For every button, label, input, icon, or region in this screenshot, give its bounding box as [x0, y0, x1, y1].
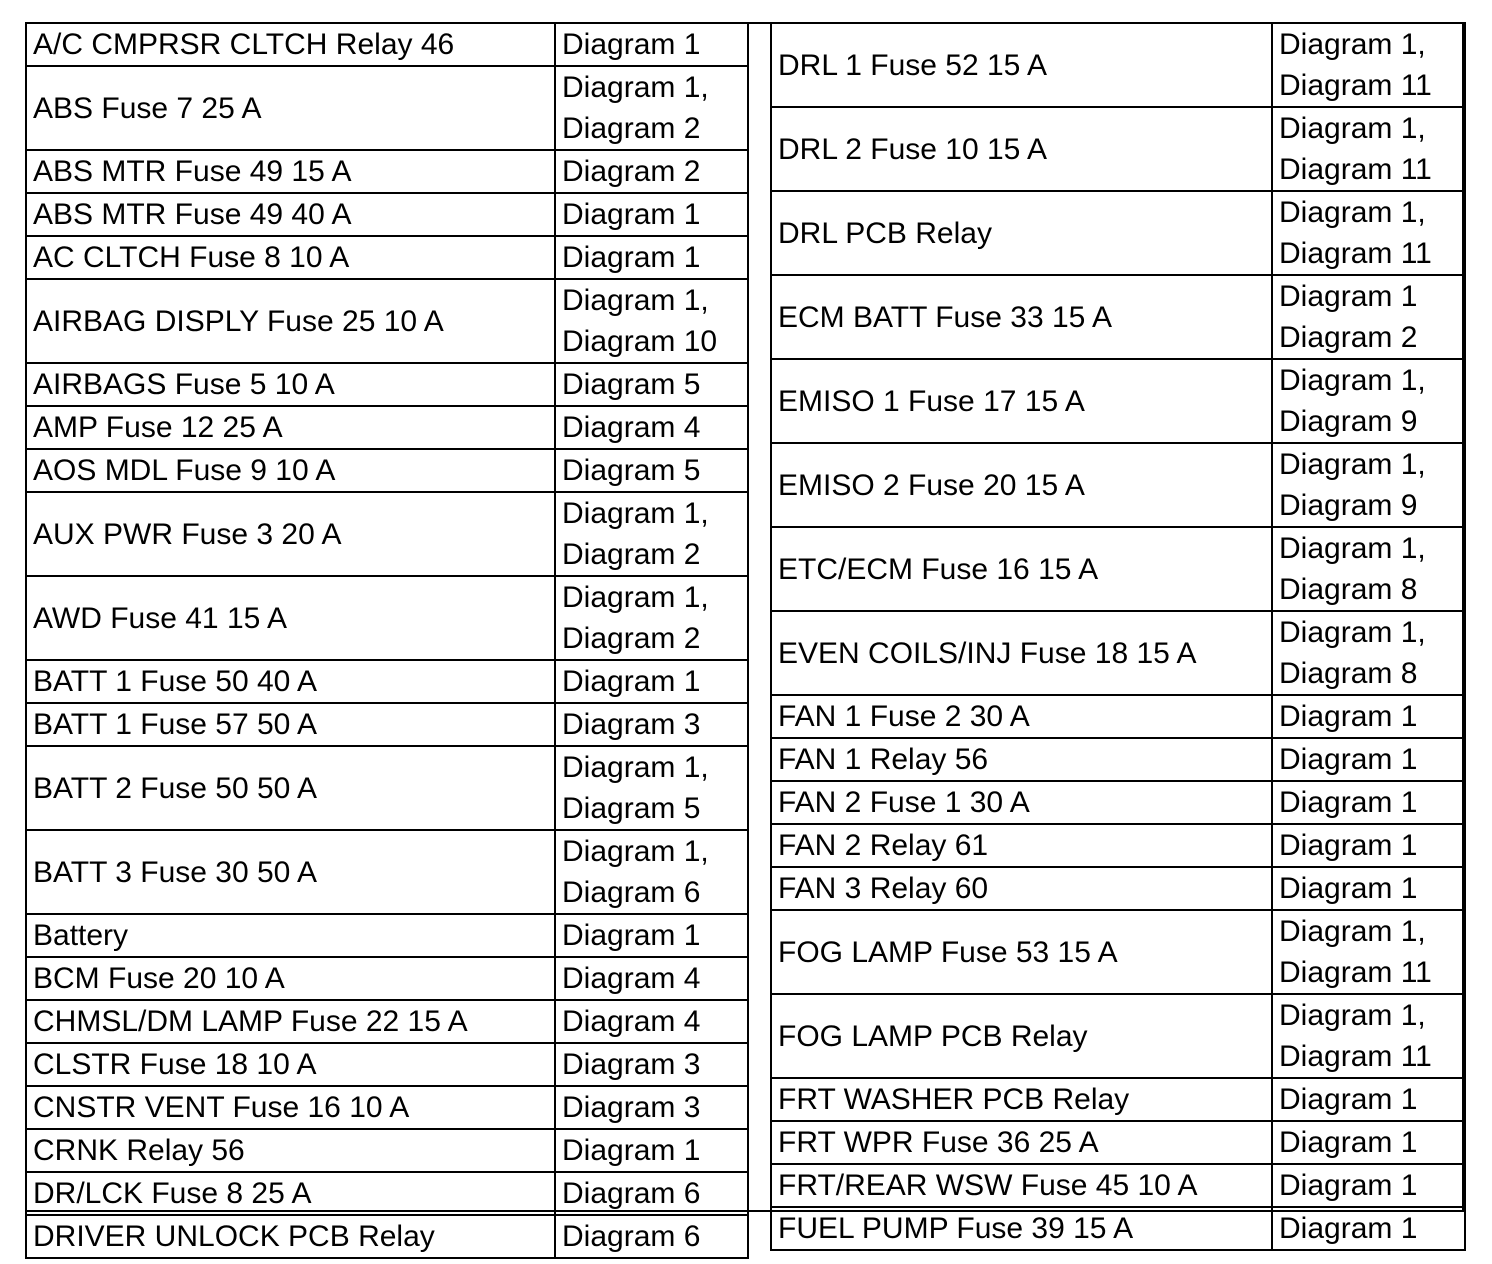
diagram-reference-line: Diagram 1, [1279, 112, 1426, 145]
diagram-reference [1272, 359, 1465, 443]
component-name: FRT/REAR WSW Fuse 45 10 A [771, 1164, 1272, 1207]
right-index-body [771, 23, 1465, 1250]
component-name: ABS MTR Fuse 49 15 A [26, 150, 555, 193]
table-row [26, 66, 748, 150]
table-row [26, 957, 748, 1000]
diagram-reference-line: Diagram 4 [562, 962, 701, 995]
table-row [771, 1164, 1465, 1207]
table-row [26, 576, 748, 660]
component-name: AWD Fuse 41 15 A [26, 576, 555, 660]
table-row [26, 1086, 748, 1129]
diagram-reference-line: Diagram 1 [562, 28, 701, 61]
diagram-reference-line: Diagram 4 [562, 1005, 701, 1038]
table-row [26, 1172, 748, 1215]
diagram-reference [1272, 191, 1465, 275]
component-name: ABS MTR Fuse 49 40 A [26, 193, 555, 236]
diagram-reference-line: Diagram 10 [562, 325, 718, 358]
component-name: FOG LAMP Fuse 53 15 A [771, 910, 1272, 994]
component-name: CRNK Relay 56 [26, 1129, 555, 1172]
component-name: DRL PCB Relay [771, 191, 1272, 275]
right-index-table [770, 22, 1466, 1251]
diagram-reference-line: Diagram 1, [562, 835, 709, 868]
diagram-reference-line: Diagram 1, [562, 751, 709, 784]
diagram-reference [555, 1129, 748, 1172]
table-row [26, 406, 748, 449]
table-row [771, 824, 1465, 867]
diagram-reference [555, 957, 748, 1000]
diagram-reference [555, 746, 748, 830]
diagram-reference-line: Diagram 1, [1279, 196, 1426, 229]
diagram-reference-line: Diagram 1, [1279, 364, 1426, 397]
diagram-reference-line: Diagram 11 [1279, 956, 1432, 989]
table-row [26, 914, 748, 957]
diagram-reference-line: Diagram 2 [562, 155, 701, 188]
table-row [771, 910, 1465, 994]
component-name: AMP Fuse 12 25 A [26, 406, 555, 449]
diagram-reference [555, 363, 748, 406]
table-row [26, 279, 748, 363]
diagram-reference [555, 830, 748, 914]
table-row [26, 703, 748, 746]
component-name: FUEL PUMP Fuse 39 15 A [771, 1207, 1272, 1250]
diagram-reference [1272, 1164, 1465, 1207]
component-name: CLSTR Fuse 18 10 A [26, 1043, 555, 1086]
component-name: DRL 1 Fuse 52 15 A [771, 23, 1272, 107]
component-name: BATT 1 Fuse 57 50 A [26, 703, 555, 746]
diagram-reference [1272, 910, 1465, 994]
component-name: EMISO 1 Fuse 17 15 A [771, 359, 1272, 443]
diagram-reference-line: Diagram 1 [562, 241, 701, 274]
table-row [771, 867, 1465, 910]
diagram-reference-line: Diagram 1 [562, 919, 701, 952]
component-name: FAN 2 Relay 61 [771, 824, 1272, 867]
table-row [771, 738, 1465, 781]
diagram-reference [555, 492, 748, 576]
diagram-reference [555, 1172, 748, 1215]
table-row [26, 746, 748, 830]
diagram-reference-line: Diagram 1, [1279, 448, 1426, 481]
diagram-reference-line: Diagram 1 [1279, 829, 1418, 862]
diagram-reference-line: Diagram 1 [1279, 700, 1418, 733]
table-row [771, 611, 1465, 695]
diagram-reference-line: Diagram 1 [562, 198, 701, 231]
table-row [26, 830, 748, 914]
table-row [771, 443, 1465, 527]
diagram-reference-line: Diagram 1 [1279, 280, 1418, 313]
diagram-reference [1272, 107, 1465, 191]
diagram-reference-line: Diagram 8 [1279, 657, 1418, 690]
table-row [26, 150, 748, 193]
component-name: FOG LAMP PCB Relay [771, 994, 1272, 1078]
diagram-reference [1272, 527, 1465, 611]
component-name: FRT WASHER PCB Relay [771, 1078, 1272, 1121]
table-row [771, 1207, 1465, 1250]
diagram-reference [1272, 275, 1465, 359]
diagram-reference-line: Diagram 6 [562, 1220, 701, 1253]
diagram-reference [555, 236, 748, 279]
diagram-reference [555, 193, 748, 236]
diagram-reference-line: Diagram 3 [562, 1091, 701, 1124]
diagram-reference-line: Diagram 5 [562, 454, 701, 487]
diagram-reference [555, 449, 748, 492]
diagram-reference-line: Diagram 1, [1279, 532, 1426, 565]
component-name: EMISO 2 Fuse 20 15 A [771, 443, 1272, 527]
diagram-reference-line: Diagram 5 [562, 368, 701, 401]
component-name: AUX PWR Fuse 3 20 A [26, 492, 555, 576]
diagram-reference [555, 279, 748, 363]
diagram-reference-line: Diagram 2 [562, 538, 701, 571]
component-name: BATT 2 Fuse 50 50 A [26, 746, 555, 830]
diagram-reference [1272, 781, 1465, 824]
diagram-reference-line: Diagram 1, [562, 71, 709, 104]
diagram-reference-line: Diagram 1 [1279, 786, 1418, 819]
diagram-reference-line: Diagram 1, [1279, 616, 1426, 649]
diagram-reference-line: Diagram 3 [562, 708, 701, 741]
diagram-reference [555, 660, 748, 703]
table-row [771, 275, 1465, 359]
diagram-reference [555, 1086, 748, 1129]
diagram-reference-line: Diagram 5 [562, 792, 701, 825]
diagram-reference-line: Diagram 1 [1279, 1212, 1418, 1245]
component-name: ECM BATT Fuse 33 15 A [771, 275, 1272, 359]
diagram-reference-line: Diagram 2 [562, 622, 701, 655]
diagram-reference [555, 66, 748, 150]
component-name: ABS Fuse 7 25 A [26, 66, 555, 150]
table-row [26, 363, 748, 406]
diagram-reference [555, 23, 748, 66]
component-name: FAN 3 Relay 60 [771, 867, 1272, 910]
table-row [771, 191, 1465, 275]
diagram-reference [1272, 443, 1465, 527]
table-row [26, 1000, 748, 1043]
component-name: AIRBAG DISPLY Fuse 25 10 A [26, 279, 555, 363]
diagram-reference [1272, 994, 1465, 1078]
diagram-reference [1272, 1121, 1465, 1164]
component-name: Battery [26, 914, 555, 957]
diagram-reference [555, 576, 748, 660]
diagram-reference [555, 150, 748, 193]
diagram-reference-line: Diagram 11 [1279, 69, 1432, 102]
table-row [26, 660, 748, 703]
component-name: DRIVER UNLOCK PCB Relay [26, 1215, 555, 1258]
table-row [771, 23, 1465, 107]
diagram-reference [1272, 1078, 1465, 1121]
diagram-reference-line: Diagram 9 [1279, 405, 1418, 438]
diagram-reference-line: Diagram 3 [562, 1048, 701, 1081]
component-name: AIRBAGS Fuse 5 10 A [26, 363, 555, 406]
diagram-reference-line: Diagram 11 [1279, 1040, 1432, 1073]
diagram-reference-line: Diagram 6 [562, 1177, 701, 1210]
diagram-reference-line: Diagram 6 [562, 876, 701, 909]
diagram-reference-line: Diagram 1 [1279, 743, 1418, 776]
component-name: FRT WPR Fuse 36 25 A [771, 1121, 1272, 1164]
diagram-reference [1272, 1207, 1465, 1250]
diagram-reference-line: Diagram 1, [1279, 28, 1426, 61]
table-row [26, 1043, 748, 1086]
component-name: AC CLTCH Fuse 8 10 A [26, 236, 555, 279]
table-row [771, 695, 1465, 738]
table-row [771, 1078, 1465, 1121]
diagram-reference-line: Diagram 8 [1279, 573, 1418, 606]
table-row [26, 449, 748, 492]
diagram-reference [1272, 867, 1465, 910]
diagram-reference [555, 914, 748, 957]
component-name: BCM Fuse 20 10 A [26, 957, 555, 1000]
table-row [771, 359, 1465, 443]
component-name: FAN 1 Fuse 2 30 A [771, 695, 1272, 738]
diagram-reference [555, 1215, 748, 1258]
diagram-reference-line: Diagram 1, [562, 284, 709, 317]
diagram-reference-line: Diagram 2 [562, 112, 701, 145]
table-row [26, 236, 748, 279]
diagram-reference-line: Diagram 9 [1279, 489, 1418, 522]
diagram-reference [1272, 611, 1465, 695]
component-name: BATT 1 Fuse 50 40 A [26, 660, 555, 703]
diagram-reference [1272, 824, 1465, 867]
diagram-reference [1272, 695, 1465, 738]
diagram-reference-line: Diagram 1 [562, 665, 701, 698]
left-index-table [25, 22, 749, 1259]
diagram-reference [555, 1000, 748, 1043]
table-row [26, 1129, 748, 1172]
diagram-reference-line: Diagram 1 [1279, 1169, 1418, 1202]
table-row [26, 1215, 748, 1258]
table-row [771, 527, 1465, 611]
component-name: A/C CMPRSR CLTCH Relay 46 [26, 23, 555, 66]
diagram-reference-line: Diagram 4 [562, 411, 701, 444]
diagram-reference-line: Diagram 1, [562, 497, 709, 530]
diagram-reference-line: Diagram 1, [1279, 999, 1426, 1032]
left-index-body [26, 23, 748, 1258]
diagram-reference [555, 703, 748, 746]
diagram-reference-line: Diagram 2 [1279, 321, 1418, 354]
diagram-reference [555, 1043, 748, 1086]
diagram-reference [1272, 23, 1465, 107]
component-name: DR/LCK Fuse 8 25 A [26, 1172, 555, 1215]
component-name: ETC/ECM Fuse 16 15 A [771, 527, 1272, 611]
diagram-reference-line: Diagram 1, [562, 581, 709, 614]
table-row [771, 994, 1465, 1078]
diagram-reference-line: Diagram 1 [562, 1134, 701, 1167]
table-row [26, 23, 748, 66]
component-name: FAN 1 Relay 56 [771, 738, 1272, 781]
component-name: BATT 3 Fuse 30 50 A [26, 830, 555, 914]
table-row [26, 193, 748, 236]
component-name: AOS MDL Fuse 9 10 A [26, 449, 555, 492]
component-name: FAN 2 Fuse 1 30 A [771, 781, 1272, 824]
table-row [26, 492, 748, 576]
diagram-reference-line: Diagram 1 [1279, 1126, 1418, 1159]
diagram-reference-line: Diagram 1 [1279, 1083, 1418, 1116]
component-name: EVEN COILS/INJ Fuse 18 15 A [771, 611, 1272, 695]
diagram-reference [1272, 738, 1465, 781]
table-row [771, 781, 1465, 824]
table-row [771, 1121, 1465, 1164]
diagram-reference-line: Diagram 11 [1279, 153, 1432, 186]
diagram-reference-line: Diagram 1 [1279, 872, 1418, 905]
component-name: CNSTR VENT Fuse 16 10 A [26, 1086, 555, 1129]
diagram-reference [555, 406, 748, 449]
component-name: DRL 2 Fuse 10 15 A [771, 107, 1272, 191]
diagram-reference-line: Diagram 1, [1279, 915, 1426, 948]
table-row [771, 107, 1465, 191]
component-name: CHMSL/DM LAMP Fuse 22 15 A [26, 1000, 555, 1043]
diagram-reference-line: Diagram 11 [1279, 237, 1432, 270]
